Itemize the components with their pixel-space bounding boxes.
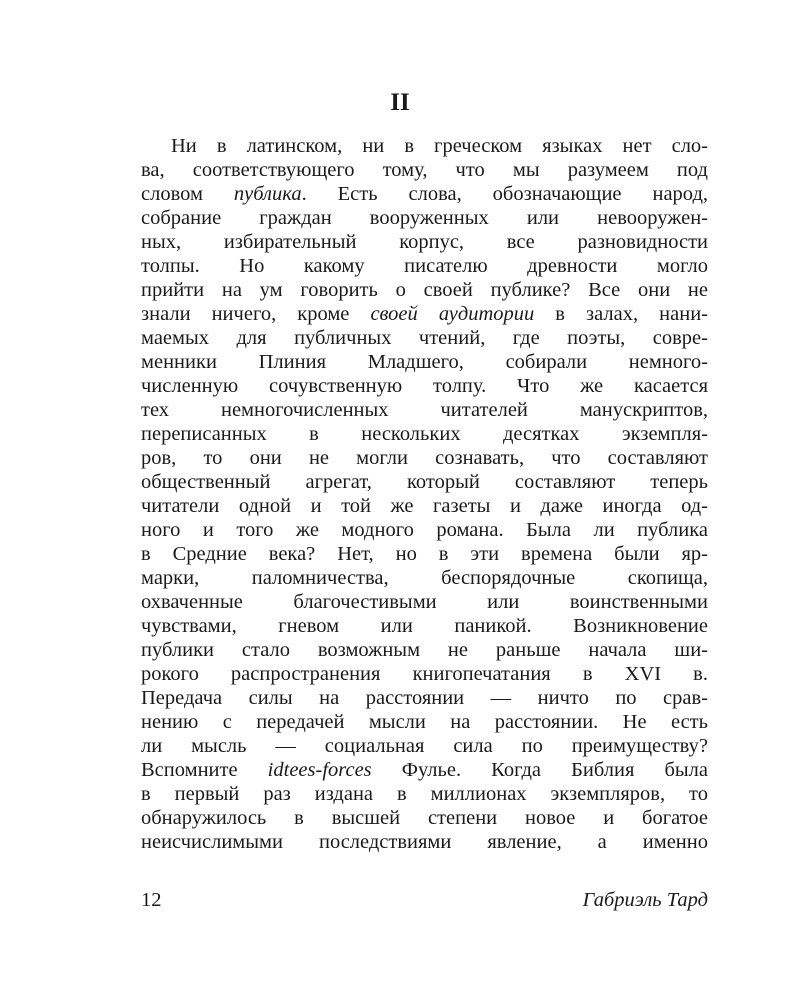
text-run: маемых для публичных чтений, где поэты, совре- — [141, 327, 708, 349]
text-line — [141, 782, 708, 806]
text-run: ров, то они не могли сознавать, что составляют — [141, 447, 708, 469]
text-run: в залах, нани- — [534, 303, 708, 325]
text-line — [141, 566, 708, 590]
text-line — [141, 278, 708, 302]
text-line — [141, 158, 708, 182]
text-line — [141, 134, 708, 158]
text-run: знали ничего, кроме — [141, 303, 371, 325]
text-run: читатели одной и той же газеты и даже иногда од- — [141, 495, 708, 517]
running-footer-author: Габриэль Тард — [582, 889, 708, 911]
text-run: Ни в латинском, ни в греческом языках нет сло- — [171, 135, 708, 157]
text-run: тех немногочисленных читателей манускриптов, — [141, 399, 708, 421]
text-line — [141, 734, 708, 758]
text-line — [141, 230, 708, 254]
text-line — [141, 614, 708, 638]
chapter-heading: II — [390, 89, 410, 116]
text-run: толпы. Но какому писателю древности могло — [141, 255, 708, 277]
text-run: менники Плиния Младшего, собирали немного- — [141, 351, 708, 373]
text-line — [141, 830, 708, 854]
text-run: ли мысль — социальная сила по преимуществу? — [141, 735, 708, 757]
text-line — [141, 470, 708, 494]
body-text — [141, 134, 708, 854]
page-number: 12 — [141, 889, 162, 911]
text-line — [141, 518, 708, 542]
text-run: публики стало возможным не раньше начала ши- — [141, 639, 708, 661]
text-line — [141, 662, 708, 686]
text-run: ва, соответствующего тому, что мы разумеем под — [141, 159, 708, 181]
text-line — [141, 686, 708, 710]
text-line — [141, 206, 708, 230]
text-run: в первый раз издана в миллионах экземпляров, то — [141, 783, 708, 805]
text-run: рокого распространения книгопечатания в XVI в. — [141, 663, 708, 685]
text-run: численную сочувственную толпу. Что же касается — [141, 375, 708, 397]
text-line — [141, 182, 708, 206]
text-run: Вспомните — [141, 759, 268, 781]
text-run: прийти на ум говорить о своей публике? Все они не — [141, 279, 708, 301]
text-run: ных, избирательный корпус, все разновидности — [141, 231, 708, 253]
text-run: чувствами, гневом или паникой. Возникновение — [141, 615, 708, 637]
text-line — [141, 398, 708, 422]
text-line — [141, 374, 708, 398]
text-line — [141, 326, 708, 350]
text-run: . Есть слова, обозначающие народ, — [301, 183, 709, 205]
text-line — [141, 494, 708, 518]
text-run: общественный агрегат, который составляют теперь — [141, 471, 708, 493]
text-line — [141, 542, 708, 566]
text-line — [141, 422, 708, 446]
text-line — [141, 350, 708, 374]
italic-term: своей аудитории — [370, 303, 535, 325]
text-run: в Средние века? Нет, но в эти времена были яр- — [141, 543, 708, 565]
text-line — [141, 590, 708, 614]
text-run: собрание граждан вооруженных или невооружен- — [141, 207, 708, 229]
text-run: неисчислимыми последствиями явление, а именно — [141, 831, 708, 853]
text-line — [141, 254, 708, 278]
text-line — [141, 638, 708, 662]
text-run: ного и того же модного романа. Была ли публика — [141, 519, 708, 541]
text-line — [141, 710, 708, 734]
text-run: словом — [141, 183, 234, 205]
text-line — [141, 758, 708, 782]
text-run: нению с передачей мысли на расстоянии. Не есть — [141, 711, 708, 733]
text-run: Передача силы на расстоянии — ничто по срав- — [141, 687, 708, 709]
text-line — [141, 446, 708, 470]
text-run: обнаружилось в высшей степени новое и богатое — [141, 807, 708, 829]
text-run: переписанных в нескольких десятках экземпля- — [141, 423, 708, 445]
italic-term: idtees-forces — [267, 759, 372, 781]
text-run: Фулье. Когда Библия была — [371, 759, 708, 781]
italic-term: публика — [233, 183, 302, 205]
text-run: охваченные благочестивыми или воинственными — [141, 591, 708, 613]
text-line — [141, 806, 708, 830]
text-run: марки, паломничества, беспорядочные скопища, — [141, 567, 708, 589]
text-line — [141, 302, 708, 326]
